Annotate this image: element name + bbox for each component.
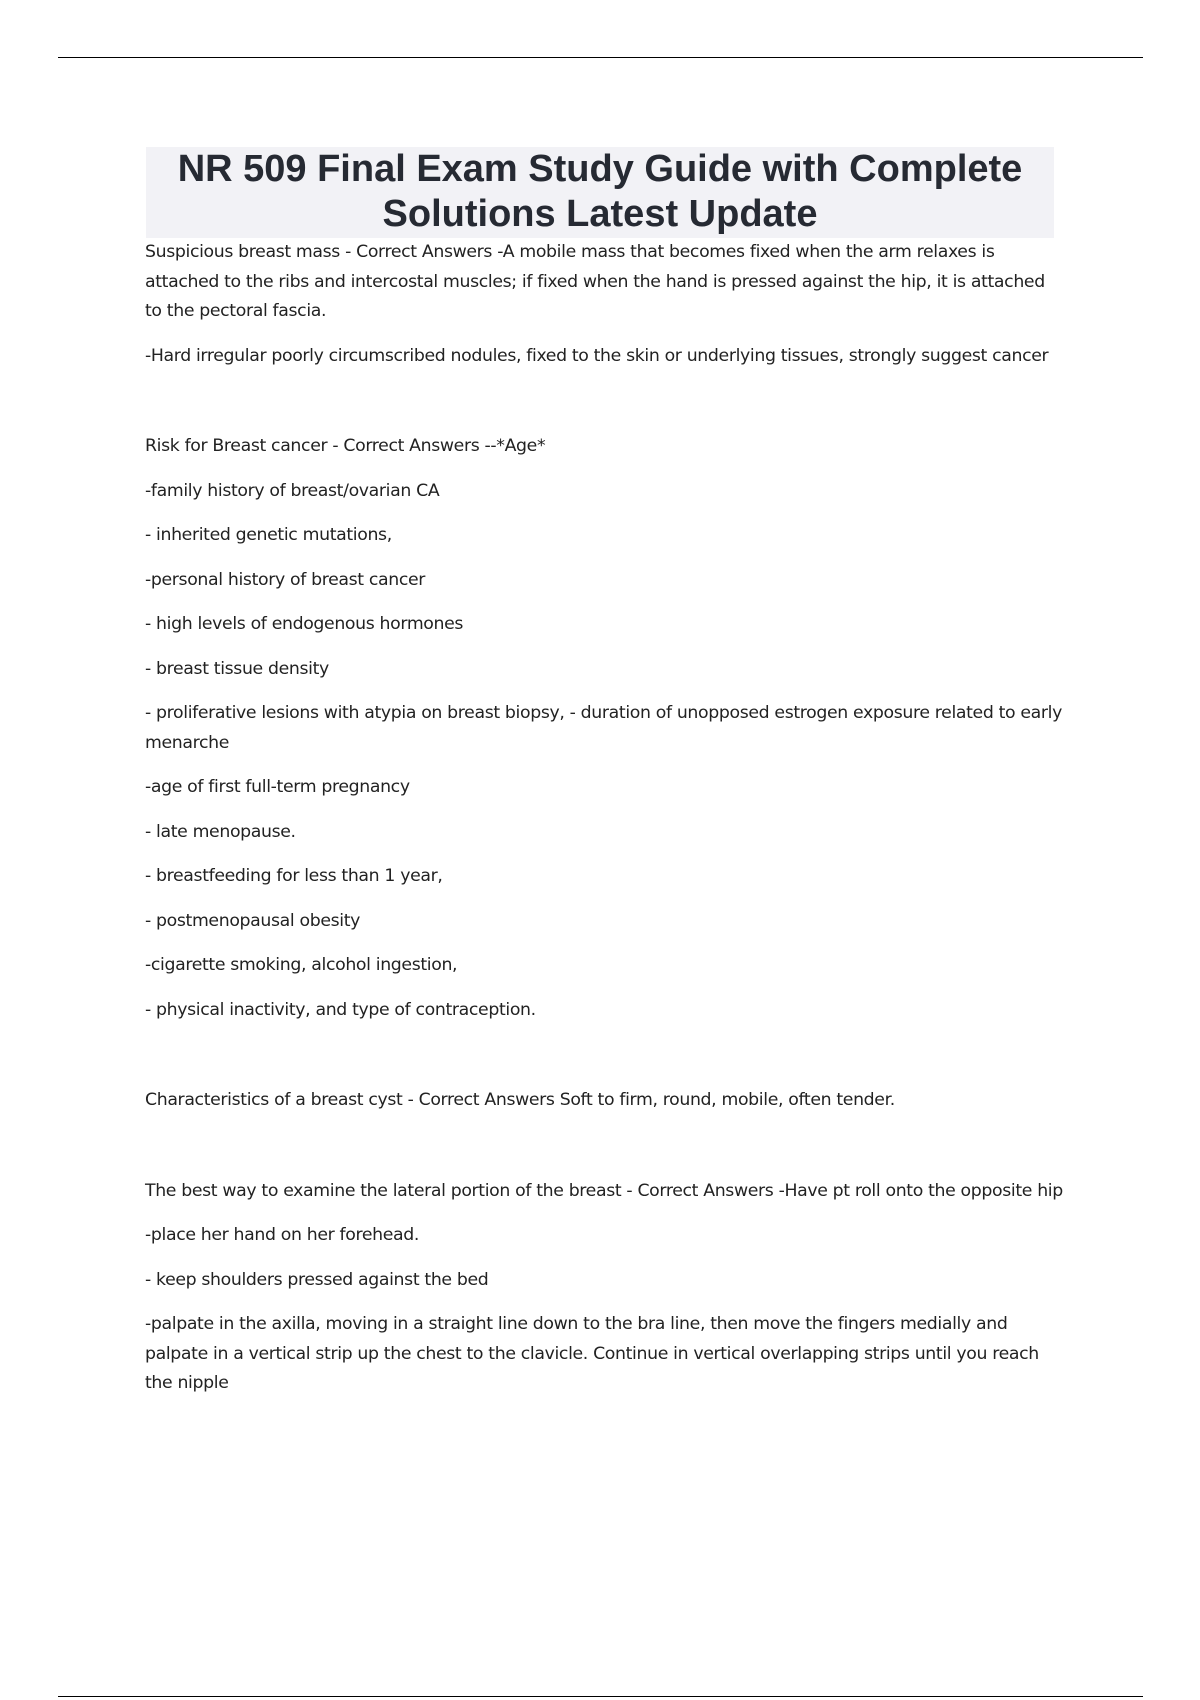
answer-line: - inherited genetic mutations, bbox=[145, 525, 392, 545]
bottom-rule bbox=[58, 1696, 1143, 1697]
answer-line: - late menopause. bbox=[145, 821, 296, 842]
document-body bbox=[145, 238, 1063, 1399]
answer-line: - breast tissue density bbox=[145, 658, 329, 679]
qa-section bbox=[145, 1086, 1063, 1116]
answer-line: - high levels of endogenous hormones bbox=[145, 614, 464, 634]
answer-line: - breastfeeding for less than 1 year, bbox=[145, 866, 443, 886]
answer-line: -personal history of breast cancer bbox=[145, 569, 426, 590]
answer-line: -place her hand on her forehead. bbox=[145, 1225, 420, 1245]
question-answer-text: Risk for Breast cancer - Correct Answers --*Age* bbox=[145, 436, 546, 456]
section-spacer bbox=[145, 1025, 1063, 1086]
qa-section bbox=[145, 238, 1063, 371]
answer-line: - keep shoulders pressed against the bed bbox=[145, 1269, 489, 1290]
document-title: NR 509 Final Exam Study Guide with Complete Solutions Latest Update bbox=[177, 148, 1023, 235]
answer-line: -palpate in the axilla, moving in a straight line down to the bra line, then move the fingers medially and palpate in a vertical strip up the chest to the clavicle. Continue in vertical overlapping strips until you reach the nipple bbox=[145, 1314, 1039, 1393]
qa-section bbox=[145, 432, 1063, 1025]
question-answer-text: The best way to examine the lateral portion of the breast - Correct Answers -Have pt roll onto the opposite hip bbox=[145, 1180, 1063, 1201]
answer-line: -family history of breast/ovarian CA bbox=[145, 480, 440, 501]
question-answer-text: Suspicious breast mass - Correct Answers -A mobile mass that becomes fixed when the arm relaxes is attached to the ribs and intercostal muscles; if fixed when the hand is pressed against the hip, it is attached to the pectoral fascia. bbox=[145, 242, 1045, 321]
qa-section bbox=[145, 1177, 1063, 1399]
top-rule bbox=[58, 57, 1143, 58]
answer-line: -cigarette smoking, alcohol ingestion, bbox=[145, 955, 458, 975]
answer-line: -age of first full-term pregnancy bbox=[145, 777, 410, 797]
answer-line: -Hard irregular poorly circumscribed nodules, fixed to the skin or underlying tissues, strongly suggest cancer bbox=[145, 345, 1049, 366]
section-spacer bbox=[145, 1116, 1063, 1177]
answer-line: - physical inactivity, and type of contraception. bbox=[145, 999, 536, 1020]
answer-line: - postmenopausal obesity bbox=[145, 910, 361, 931]
section-spacer bbox=[145, 371, 1063, 432]
question-answer-text: Characteristics of a breast cyst - Correct Answers Soft to firm, round, mobile, often tender. bbox=[145, 1090, 895, 1110]
answer-line: - proliferative lesions with atypia on breast biopsy, - duration of unopposed estrogen exposure related to early menarche bbox=[145, 703, 1062, 753]
